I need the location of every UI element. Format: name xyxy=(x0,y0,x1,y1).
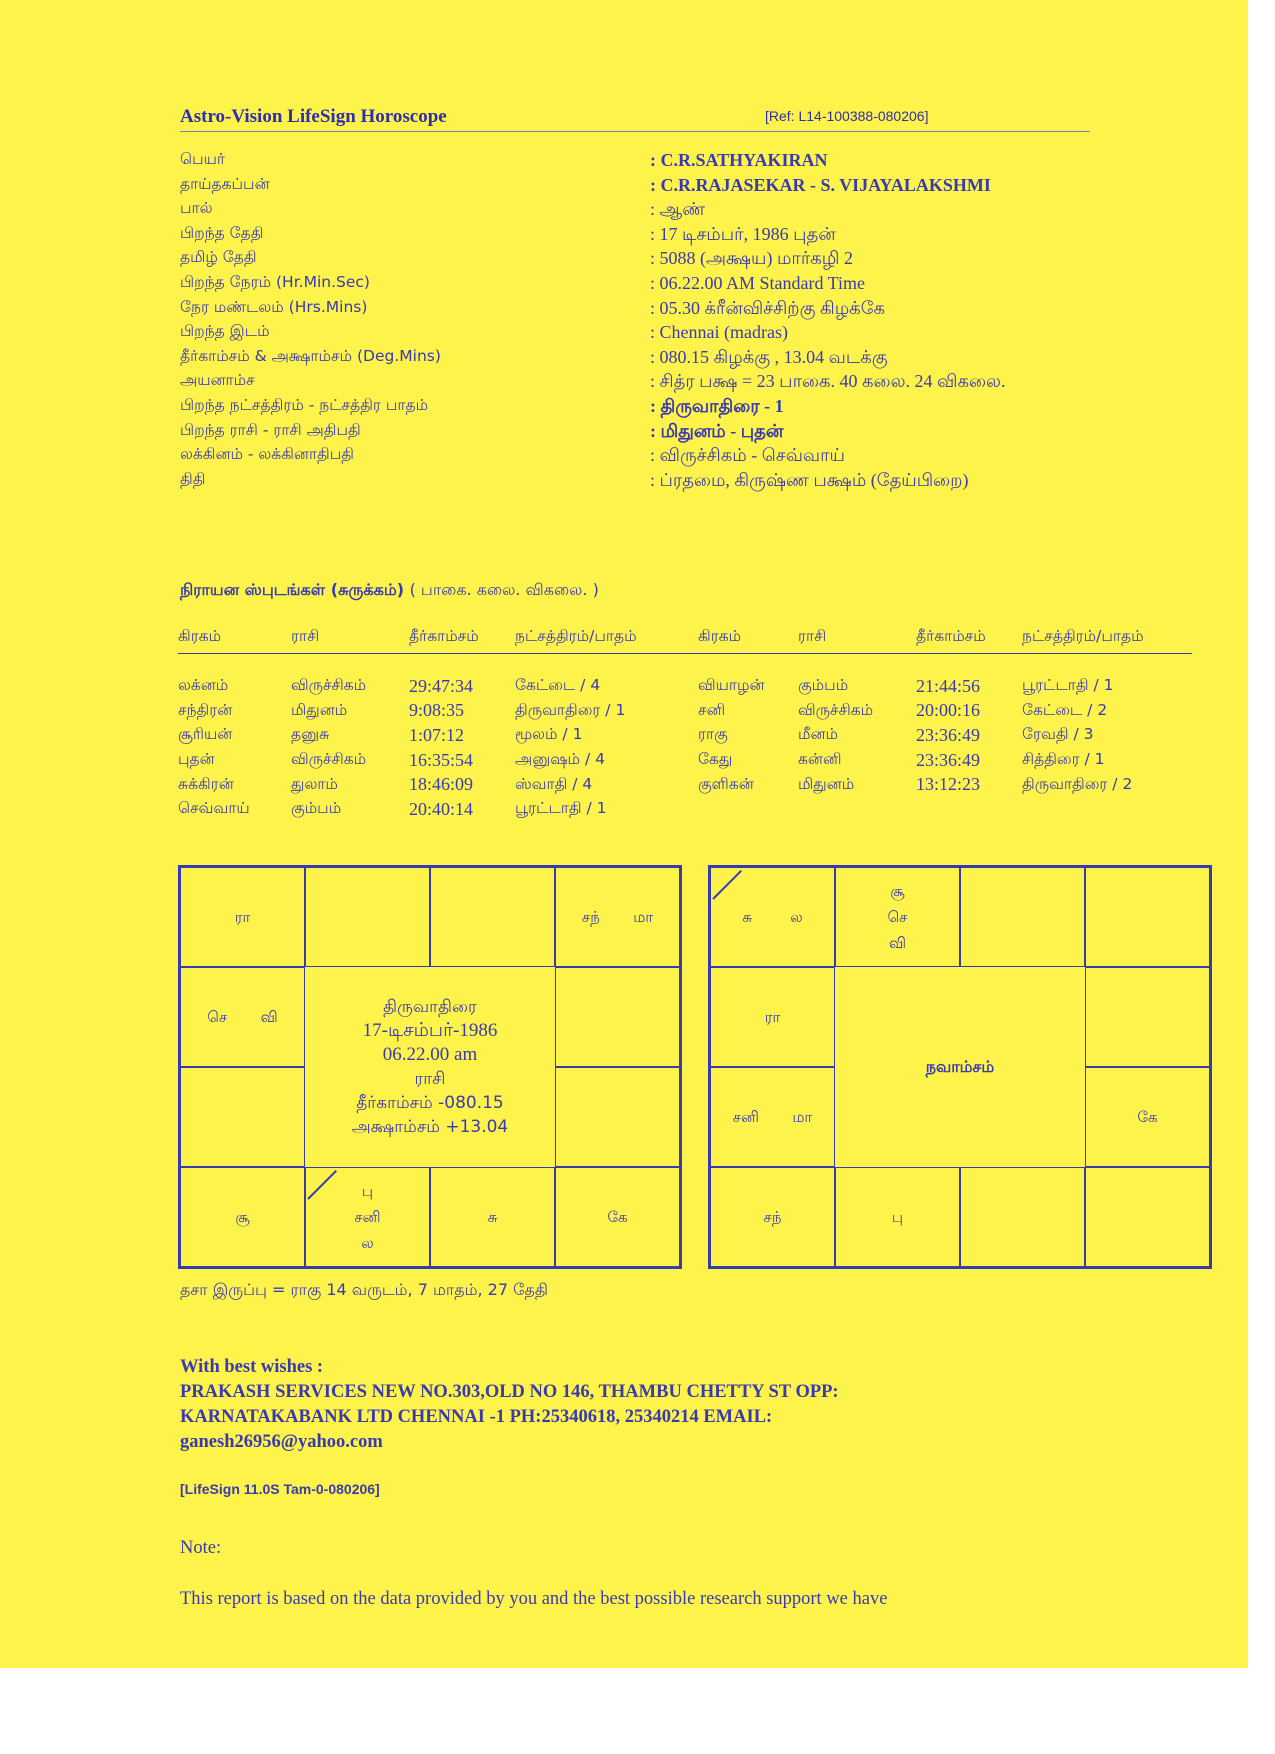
detail-label: நேர மண்டலம் (Hrs.Mins) xyxy=(180,297,368,316)
detail-row xyxy=(180,347,1110,372)
detail-row xyxy=(180,273,1110,298)
table-cell: ராகு xyxy=(698,725,728,744)
column-header: தீர்காம்சம் xyxy=(409,625,515,654)
detail-label: லக்கினம் - லக்கினாதிபதி xyxy=(180,445,354,464)
greeting: With best wishes : xyxy=(180,1357,324,1377)
detail-value: : விருச்சிகம் - செவ்வாய் xyxy=(650,445,845,466)
detail-row xyxy=(180,224,1110,249)
column-header: நட்சத்திரம்/பாதம் xyxy=(1022,625,1192,654)
rasi-chart xyxy=(178,865,682,1269)
detail-row xyxy=(180,248,1110,273)
detail-label: திதி xyxy=(180,469,206,488)
report-title: Astro-Vision LifeSign Horoscope xyxy=(180,106,447,127)
note-text: This report is based on the data provided by you and the best possible research support we have xyxy=(180,1589,888,1609)
table-row xyxy=(178,674,1192,699)
detail-label: தாய்தகப்பன் xyxy=(180,174,270,193)
positions-subtitle: ( பாகை. கலை. விகலை. ) xyxy=(409,580,599,599)
house-capricorn: சனி மா xyxy=(710,1067,835,1167)
house-leo xyxy=(555,1067,680,1167)
table-cell: 20:00:16 xyxy=(916,700,981,721)
table-cell: குளிகன் xyxy=(698,774,754,793)
table-cell: துலாம் xyxy=(291,774,338,793)
table-cell: மூலம் / 1 xyxy=(515,725,583,744)
table-cell: கேது xyxy=(698,750,733,769)
house-taurus xyxy=(960,867,1085,967)
table-cell: சனி xyxy=(698,700,726,719)
house-gemini: சந் மா xyxy=(555,867,680,967)
house-capricorn xyxy=(180,1067,305,1167)
detail-label: பெயர் xyxy=(180,150,225,168)
address-line-2: KARNATAKABANK LTD CHENNAI -1 PH:25340618, 25340214 EMAIL: xyxy=(180,1407,773,1427)
house-aries xyxy=(305,867,430,967)
table-cell: கும்பம் xyxy=(291,799,342,818)
table-cell: செவ்வாய் xyxy=(178,799,250,818)
table-row xyxy=(178,797,1192,822)
detail-row xyxy=(180,322,1110,347)
center-line: 17-டிசம்பர்-1986 xyxy=(362,1020,498,1041)
chart-center xyxy=(305,967,555,1167)
table-cell: சூரியன் xyxy=(178,725,233,744)
detail-value: : 17 டிசம்பர், 1986 புதன் xyxy=(650,223,836,244)
table-row xyxy=(178,723,1192,748)
table-cell: 23:36:49 xyxy=(916,724,981,745)
house-virgo xyxy=(1085,1167,1210,1267)
reference-number: [Ref: L14-100388-080206] xyxy=(765,108,929,124)
lagna-marker xyxy=(712,870,742,900)
table-cell: சந்திரன் xyxy=(178,700,233,719)
planet-positions-table xyxy=(178,625,1192,822)
detail-row xyxy=(180,175,1110,200)
detail-value: : மிதுனம் - புதன் xyxy=(650,420,784,441)
table-cell: ரேவதி / 3 xyxy=(1022,725,1094,744)
dasa-balance: தசா இருப்பு = ராகு 14 வருடம், 7 மாதம், 27 தேதி xyxy=(180,1280,549,1299)
house-aquarius: செ வி xyxy=(180,967,305,1067)
table-cell: பூரட்டாதி / 1 xyxy=(515,799,607,818)
house-libra: சு xyxy=(430,1167,555,1267)
column-header: தீர்காம்சம் xyxy=(916,625,1022,654)
detail-label: தீர்காம்சம் & அக்ஷாம்சம் (Deg.Mins) xyxy=(180,346,441,365)
note-label: Note: xyxy=(180,1538,222,1558)
detail-label: பிறந்த நேரம் (Hr.Min.Sec) xyxy=(180,272,370,291)
table-row xyxy=(178,699,1192,724)
house-pisces xyxy=(710,867,835,967)
table-row xyxy=(178,772,1192,797)
detail-value: : 080.15 கிழக்கு , 13.04 வடக்கு xyxy=(650,346,888,367)
table-cell: 21:44:56 xyxy=(916,675,981,696)
lagna-marker xyxy=(307,1170,337,1200)
table-cell: சித்திரை / 1 xyxy=(1022,750,1105,769)
detail-row xyxy=(180,396,1110,421)
detail-row xyxy=(180,298,1110,323)
software-version: [LifeSign 11.0S Tam-0-080206] xyxy=(180,1481,380,1497)
column-header: நட்சத்திரம்/பாதம் xyxy=(515,625,698,654)
house-text: பு சனி ல xyxy=(354,1182,381,1252)
table-header-row xyxy=(178,625,1192,654)
house-cancer xyxy=(1085,967,1210,1067)
table-cell: புதன் xyxy=(178,750,215,769)
table-cell: மிதுனம் xyxy=(291,700,348,719)
detail-row xyxy=(180,371,1110,396)
detail-value: : 5088 (அக்ஷய) மார்கழி 2 xyxy=(650,248,853,269)
house-sagittarius: சூ xyxy=(180,1167,305,1267)
address-line-1: PRAKASH SERVICES NEW NO.303,OLD NO 146, THAMBU CHETTY ST OPP: xyxy=(180,1382,839,1402)
table-cell: 29:47:34 xyxy=(409,675,474,696)
table-cell: அனுஷம் / 4 xyxy=(515,750,605,769)
detail-label: அயனாம்ச xyxy=(180,371,255,390)
detail-value: : ப்ரதமை, கிருஷ்ண பக்ஷம் (தேய்பிறை) xyxy=(650,469,969,490)
house-gemini xyxy=(1085,867,1210,967)
house-aries: சூ செ வி xyxy=(835,867,960,967)
detail-label: தமிழ் தேதி xyxy=(180,248,257,267)
detail-value: : Chennai (madras) xyxy=(650,322,788,343)
table-cell: 16:35:54 xyxy=(409,749,474,770)
positions-title: நிராயன ஸ்புடங்கள் (சுருக்கம்) xyxy=(180,580,404,599)
house-text: சு ல xyxy=(742,908,803,926)
table-cell: சுக்கிரன் xyxy=(178,774,234,793)
table-cell: 18:46:09 xyxy=(409,774,474,795)
center-line: 06.22.00 am xyxy=(382,1044,478,1065)
table-cell: 23:36:49 xyxy=(916,749,981,770)
table-cell xyxy=(798,797,916,822)
table-cell: 9:08:35 xyxy=(409,700,465,721)
detail-label: பிறந்த இடம் xyxy=(180,322,270,341)
navamsa-chart xyxy=(708,865,1212,1269)
table-cell: கேட்டை / 4 xyxy=(515,676,601,695)
address-line-3: ganesh26956@yahoo.com xyxy=(180,1432,383,1452)
table-cell: வியாழன் xyxy=(698,676,765,695)
house-libra xyxy=(960,1167,1085,1267)
table-cell: மீனம் xyxy=(798,725,839,744)
table-cell: மிதுனம் xyxy=(798,774,855,793)
center-line: தீர்காம்சம் -080.15 xyxy=(356,1093,504,1113)
birth-details xyxy=(180,150,1110,494)
house-cancer xyxy=(555,967,680,1067)
table-cell: 20:40:14 xyxy=(409,798,474,819)
center-line: அக்ஷாம்சம் +13.04 xyxy=(351,1117,509,1137)
detail-value: : ஆண் xyxy=(650,199,706,220)
detail-label: பிறந்த நட்சத்திரம் - நட்சத்திர பாதம் xyxy=(180,395,429,414)
column-header: கிரகம் xyxy=(178,625,291,654)
detail-row xyxy=(180,421,1110,446)
table-cell: கும்பம் xyxy=(798,676,849,695)
header-divider xyxy=(180,131,1090,132)
house-aquarius: ரா xyxy=(710,967,835,1067)
house-leo: கே xyxy=(1085,1067,1210,1167)
detail-label: பிறந்த ராசி - ராசி அதிபதி xyxy=(180,420,361,439)
center-line: ராசி xyxy=(414,1069,446,1089)
column-header: கிரகம் xyxy=(698,625,798,654)
house-virgo: கே xyxy=(555,1167,680,1267)
detail-value: : C.R.RAJASEKAR - S. VIJAYALAKSHMI xyxy=(650,174,991,195)
table-cell: திருவாதிரை / 1 xyxy=(515,700,626,719)
table-cell: விருச்சிகம் xyxy=(798,700,874,719)
column-header: ராசி xyxy=(798,625,916,654)
house-scorpio xyxy=(305,1167,430,1267)
column-header: ராசி xyxy=(291,625,409,654)
center-line: திருவாதிரை xyxy=(383,997,477,1017)
table-row xyxy=(178,748,1192,773)
house-scorpio: பு xyxy=(835,1167,960,1267)
table-cell: லக்னம் xyxy=(178,676,229,695)
table-cell: திருவாதிரை / 2 xyxy=(1022,774,1133,793)
detail-label: பால் xyxy=(180,199,213,218)
chart-center: நவாம்சம் xyxy=(925,1057,995,1076)
table-cell: கன்னி xyxy=(798,750,842,769)
positions-section-title xyxy=(180,580,599,601)
detail-value: : சித்ர பக்ஷ = 23 பாகை. 40 கலை. 24 விகலை. xyxy=(650,371,1006,392)
table-cell xyxy=(698,797,798,822)
house-pisces: ரா xyxy=(180,867,305,967)
detail-value: : 05.30 க்ரீன்விச்சிற்கு கிழக்கே xyxy=(650,297,885,318)
table-cell: கேட்டை / 2 xyxy=(1022,700,1108,719)
detail-value: : 06.22.00 AM Standard Time xyxy=(650,272,866,293)
table-cell xyxy=(1022,797,1192,822)
table-cell: விருச்சிகம் xyxy=(291,676,367,695)
table-cell: ஸ்வாதி / 4 xyxy=(515,774,593,793)
detail-row xyxy=(180,470,1110,495)
table-cell: பூரட்டாதி / 1 xyxy=(1022,676,1114,695)
house-sagittarius: சந் xyxy=(710,1167,835,1267)
house-taurus xyxy=(430,867,555,967)
detail-value: : திருவாதிரை - 1 xyxy=(650,395,784,416)
table-cell: 1:07:12 xyxy=(409,724,465,745)
detail-row xyxy=(180,150,1110,175)
detail-value: : C.R.SATHYAKIRAN xyxy=(650,150,828,170)
table-cell: 13:12:23 xyxy=(916,774,981,795)
detail-label: பிறந்த தேதி xyxy=(180,223,264,242)
table-cell xyxy=(916,797,1022,822)
detail-row xyxy=(180,445,1110,470)
table-cell: தனுசு xyxy=(291,725,330,744)
detail-row xyxy=(180,199,1110,224)
table-cell: விருச்சிகம் xyxy=(291,750,367,769)
